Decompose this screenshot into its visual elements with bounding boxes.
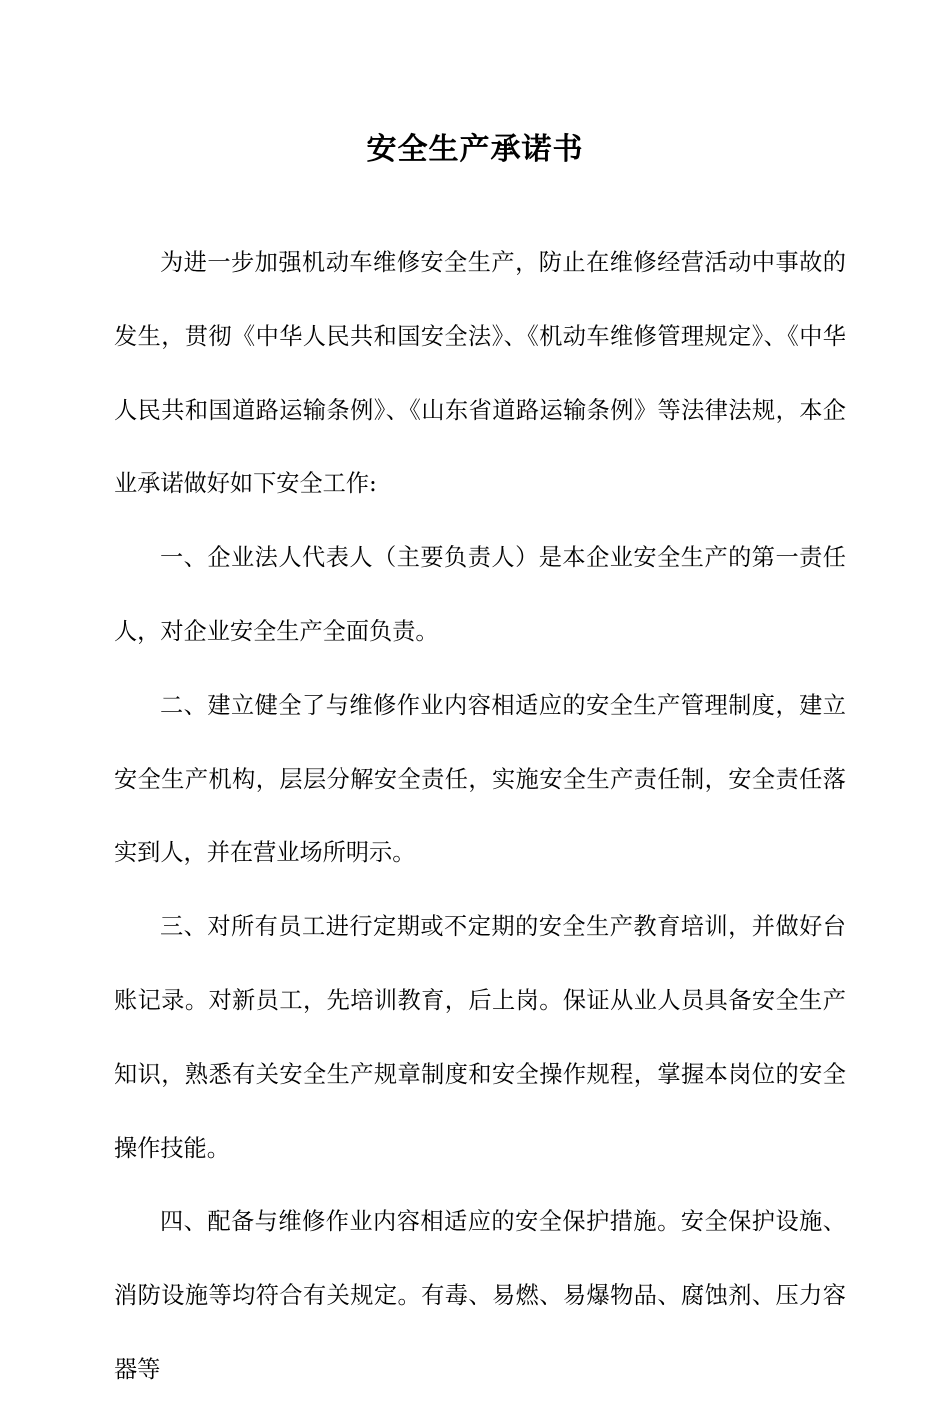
paragraph-item-4: 四、配备与维修作业内容相适应的安全保护措施。安全保护设施、消防设施等均符合有关规定。有毒、易燃、易爆物品、腐蚀剂、压力容器等 [114,1208,846,1383]
paragraph-item-3: 三、对所有员工进行定期或不定期的安全生产教育培训，并做好台账记录。对新员工，先培训教育，后上岗。保证从业人员具备安全生产知识，熟悉有关安全生产规章制度和安全操作规程，掌握本岗位的安全操作技能。 [114,913,846,1162]
paragraph-intro: 为进一步加强机动车维修安全生产，防止在维修经营活动中事故的发生，贯彻《中华人民共和国安全法》、《机动车维修管理规定》、《中华人民共和国道路运输条例》、《山东省道路运输条例》等法律法规，本企业承诺做好如下安全工作: [114,249,846,498]
document-title: 安全生产承诺书 [366,132,584,167]
paragraph-item-2: 二、建立健全了与维修作业内容相适应的安全生产管理制度，建立安全生产机构，层层分解安全责任，实施安全生产责任制，安全责任落实到人，并在营业场所明示。 [114,691,846,867]
paragraph-item-1: 一、企业法人代表人（主要负责人）是本企业安全生产的第一责任人，对企业安全生产全面负责。 [114,544,846,645]
document-body [114,226,846,1407]
